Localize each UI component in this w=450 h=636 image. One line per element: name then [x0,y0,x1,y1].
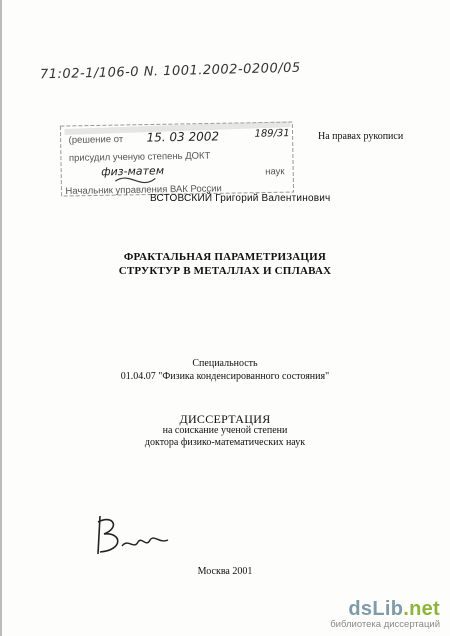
handwritten-registration-code: 71:02-1/106-0 N. 1001.2002-0200/05 [39,60,301,83]
stamp-number: 189/31 [254,128,290,140]
stamp-decision-label: (решение от [68,133,124,146]
stamp-date: 15. 03 2002 [146,129,220,145]
vak-stamp [54,118,305,204]
dissertation-heading: ДИССЕРТАЦИЯ [179,412,271,426]
watermark-subtitle: библиотека диссертаций [330,619,440,630]
title-line-1: ФРАКТАЛЬНАЯ ПАРАМЕТРИЗАЦИЯ [123,251,327,263]
specialty-label: Специальность [192,358,258,369]
dslib-watermark [330,598,440,630]
dissertation-title [0,250,450,278]
author-name: ВСТОВСКИЙ Григорий Валентинович [150,193,331,204]
dissertation-line-2: доктора физико-математических наук [144,437,306,448]
dissertation-line-1: на соискание ученой степени [162,425,288,436]
author-signature [90,510,180,560]
dissertation-block [0,413,450,449]
specialty-block [0,357,450,383]
title-line-2: СТРУКТУР В МЕТАЛЛАХ И СПЛАВАХ [118,265,332,277]
manuscript-rights: На правах рукописи [318,131,404,142]
stamp-nauk: наук [265,166,285,178]
stamp-degree-line: присудил ученую степень ДОКТ [68,150,211,164]
page-edge [0,0,2,636]
watermark-logo: dsLib.net [348,598,440,620]
specialty-value: 01.04.07 "Физика конденсированного состояния" [120,371,330,382]
stamp-vak-head: Начальник управления ВАК России [65,183,222,198]
stamp-field-handwritten: физ-матем [101,164,165,179]
city-year: Москва 2001 [197,566,253,577]
